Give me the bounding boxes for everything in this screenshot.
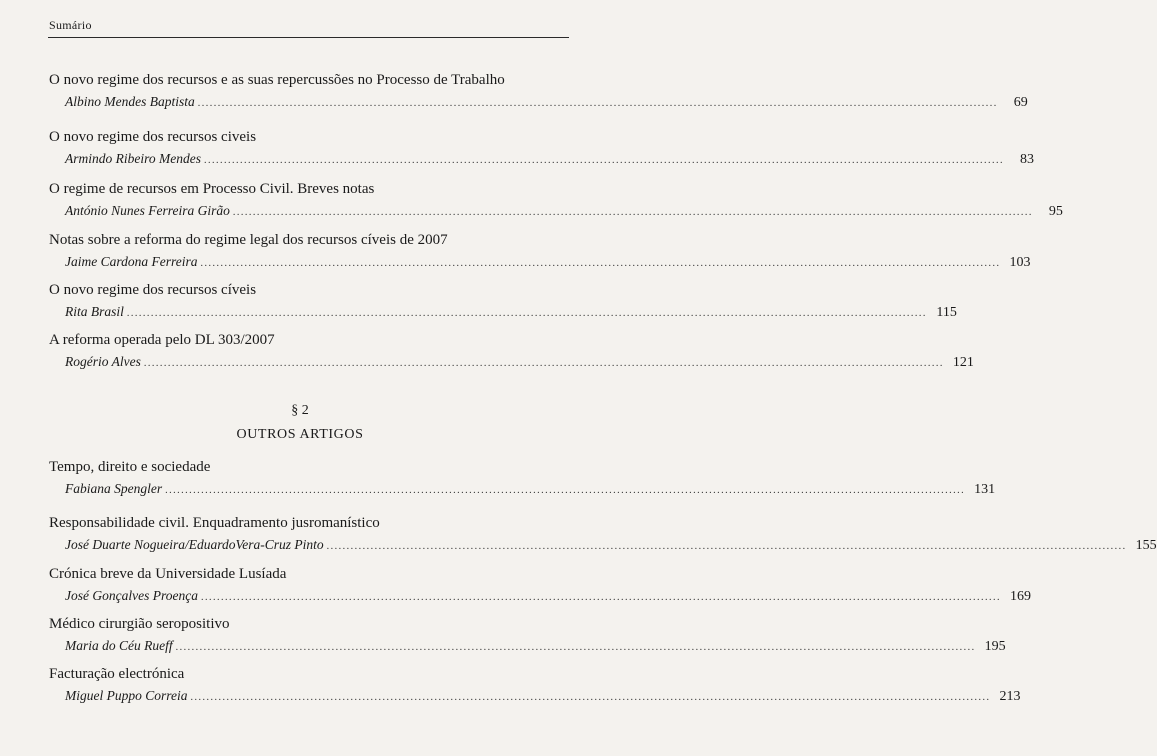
entry-title: Facturação electrónica bbox=[49, 666, 185, 682]
entry-author: José Duarte Nogueira/EduardoVera-Cruz Pinto bbox=[65, 537, 324, 552]
section-title: OUTROS ARTIGOS bbox=[236, 427, 364, 442]
entry-author: Rogério Alves bbox=[65, 354, 141, 369]
toc-entry[interactable] bbox=[49, 458, 996, 499]
toc-entry[interactable] bbox=[49, 281, 957, 322]
toc-entry[interactable] bbox=[49, 331, 974, 372]
entry-page-number: 103 bbox=[1009, 255, 1031, 270]
dot-leader: ........................................................................................................................................................................................................ bbox=[326, 541, 1127, 552]
dot-leader: ........................................................................................................................................................................................................ bbox=[165, 485, 966, 496]
entry-page-number: 121 bbox=[952, 355, 974, 370]
entry-author: Miguel Puppo Correia bbox=[65, 688, 188, 703]
toc-entry[interactable] bbox=[49, 665, 1021, 706]
entry-page-number: 83 bbox=[1019, 152, 1034, 167]
entry-author: Armindo Ribeiro Mendes bbox=[65, 151, 201, 166]
entry-title: O novo regime dos recursos e as suas repercussões no Processo de Trabalho bbox=[49, 72, 505, 88]
entry-title: Responsabilidade civil. Enquadramento jusromanístico bbox=[49, 515, 380, 531]
entry-author: Maria do Céu Rueff bbox=[65, 638, 173, 653]
entry-title: O novo regime dos recursos civeis bbox=[49, 129, 257, 145]
entry-title: Tempo, direito e sociedade bbox=[49, 459, 211, 475]
section-mark: § 2 bbox=[291, 403, 309, 418]
entry-author: Albino Mendes Baptista bbox=[65, 94, 195, 109]
entry-title: Crónica breve da Universidade Lusíada bbox=[49, 566, 287, 582]
toc-entry[interactable] bbox=[49, 565, 1031, 606]
entry-title: Médico cirurgião seropositivo bbox=[49, 616, 230, 632]
dot-leader: ........................................................................................................................................................................................................ bbox=[175, 642, 976, 653]
entry-page-number: 155 bbox=[1135, 538, 1157, 553]
entry-author: Jaime Cardona Ferreira bbox=[65, 254, 198, 269]
dot-leader: ........................................................................................................................................................................................................ bbox=[232, 207, 1033, 218]
entry-title: Notas sobre a reforma do regime legal dos recursos cíveis de 2007 bbox=[49, 232, 448, 248]
entry-page-number: 213 bbox=[999, 689, 1021, 704]
toc-entry[interactable] bbox=[49, 615, 1006, 656]
dot-leader: ........................................................................................................................................................................................................ bbox=[143, 358, 944, 369]
entry-page-number: 131 bbox=[974, 482, 996, 497]
dot-leader: ........................................................................................................................................................................................................ bbox=[190, 692, 991, 703]
dot-leader: ........................................................................................................................................................................................................ bbox=[200, 592, 1001, 603]
entry-page-number: 69 bbox=[1013, 95, 1028, 110]
entry-author: José Gonçalves Proença bbox=[65, 588, 198, 603]
entry-page-number: 169 bbox=[1009, 589, 1031, 604]
toc-entry[interactable] bbox=[49, 128, 1034, 169]
entry-author: Fabiana Spengler bbox=[65, 481, 163, 496]
entry-author: Rita Brasil bbox=[65, 304, 124, 319]
toc-entry[interactable] bbox=[49, 71, 1028, 112]
entry-page-number: 195 bbox=[984, 639, 1006, 654]
entry-title: O regime de recursos em Processo Civil. Breves notas bbox=[49, 181, 375, 197]
dot-leader: ........................................................................................................................................................................................................ bbox=[203, 155, 1004, 166]
dot-leader: ........................................................................................................................................................................................................ bbox=[197, 98, 998, 109]
entry-author: António Nunes Ferreira Girão bbox=[65, 203, 230, 218]
entry-page-number: 95 bbox=[1048, 204, 1063, 219]
header-rule bbox=[48, 37, 569, 38]
entry-page-number: 115 bbox=[936, 305, 957, 320]
entry-title: O novo regime dos recursos cíveis bbox=[49, 282, 257, 298]
dot-leader: ........................................................................................................................................................................................................ bbox=[126, 308, 927, 319]
dot-leader: ........................................................................................................................................................................................................ bbox=[200, 258, 1001, 269]
running-head: Sumário bbox=[49, 18, 92, 32]
entry-title: A reforma operada pelo DL 303/2007 bbox=[49, 332, 275, 348]
toc-entry[interactable] bbox=[49, 514, 1157, 555]
toc-entry[interactable] bbox=[49, 231, 1031, 272]
toc-entry[interactable] bbox=[49, 180, 1063, 221]
